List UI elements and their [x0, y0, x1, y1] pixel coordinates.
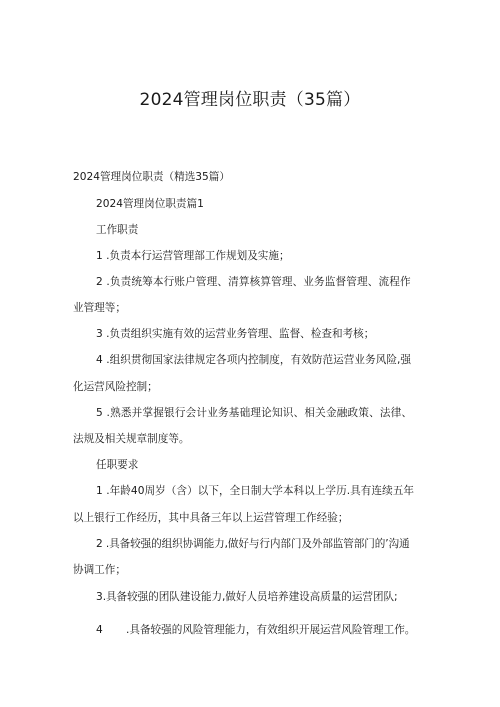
duty-item-continuation: 化运营风险控制；	[73, 381, 158, 393]
requirements-heading: 任职要求	[96, 459, 139, 471]
requirement-item: 2 .具备较强的组织协调能力,做好与行内部门及外部监管部门的’沟通	[96, 538, 410, 550]
section-title: 2024管理岗位职责篇1	[96, 198, 204, 210]
duty-item: 1 .负责本行运营管理部工作规划及实施；	[96, 250, 290, 262]
requirement-item: 3.具备较强的团队建设能力,做好人员培养建设高质量的运营团队;	[96, 591, 398, 603]
duty-item: 4 .组织贯彻国家法律规定各项内控制度，有效防范运营业务风险,强	[96, 354, 412, 366]
duty-item: 5 .熟悉并掌握银行会计业务基础理论知识、相关金融政策、法律、	[96, 407, 413, 419]
requirement-item	[96, 623, 415, 637]
requirement-item-continuation: 协调工作；	[73, 564, 126, 576]
requirement-text: .具备较强的风险管理能力，有效组织开展运营风险管理工作。	[126, 624, 416, 636]
duty-item-continuation: 法规及相关规章制度等。	[73, 433, 190, 445]
document-subtitle: 2024管理岗位职责（精选35篇）	[73, 171, 230, 183]
requirement-item-continuation: 以上银行工作经历，其中具备三年以上运营管理工作经验；	[73, 512, 349, 524]
duty-item-continuation: 业管理等；	[73, 302, 126, 314]
document-title: 2024管理岗位职责（35篇）	[139, 90, 361, 110]
duties-heading: 工作职责	[96, 224, 139, 236]
requirement-item: 1 .年龄40周岁（含）以下，全日制大学本科以上学历.具有连续五年	[96, 485, 415, 497]
duty-item: 3 .负责组织实施有效的运营业务管理、监督、检查和考核；	[96, 328, 375, 340]
requirement-number: 4	[96, 624, 103, 636]
duty-item: 2 .负责统筹本行账户管理、清算核算管理、业务监督管理、流程作	[96, 276, 411, 288]
